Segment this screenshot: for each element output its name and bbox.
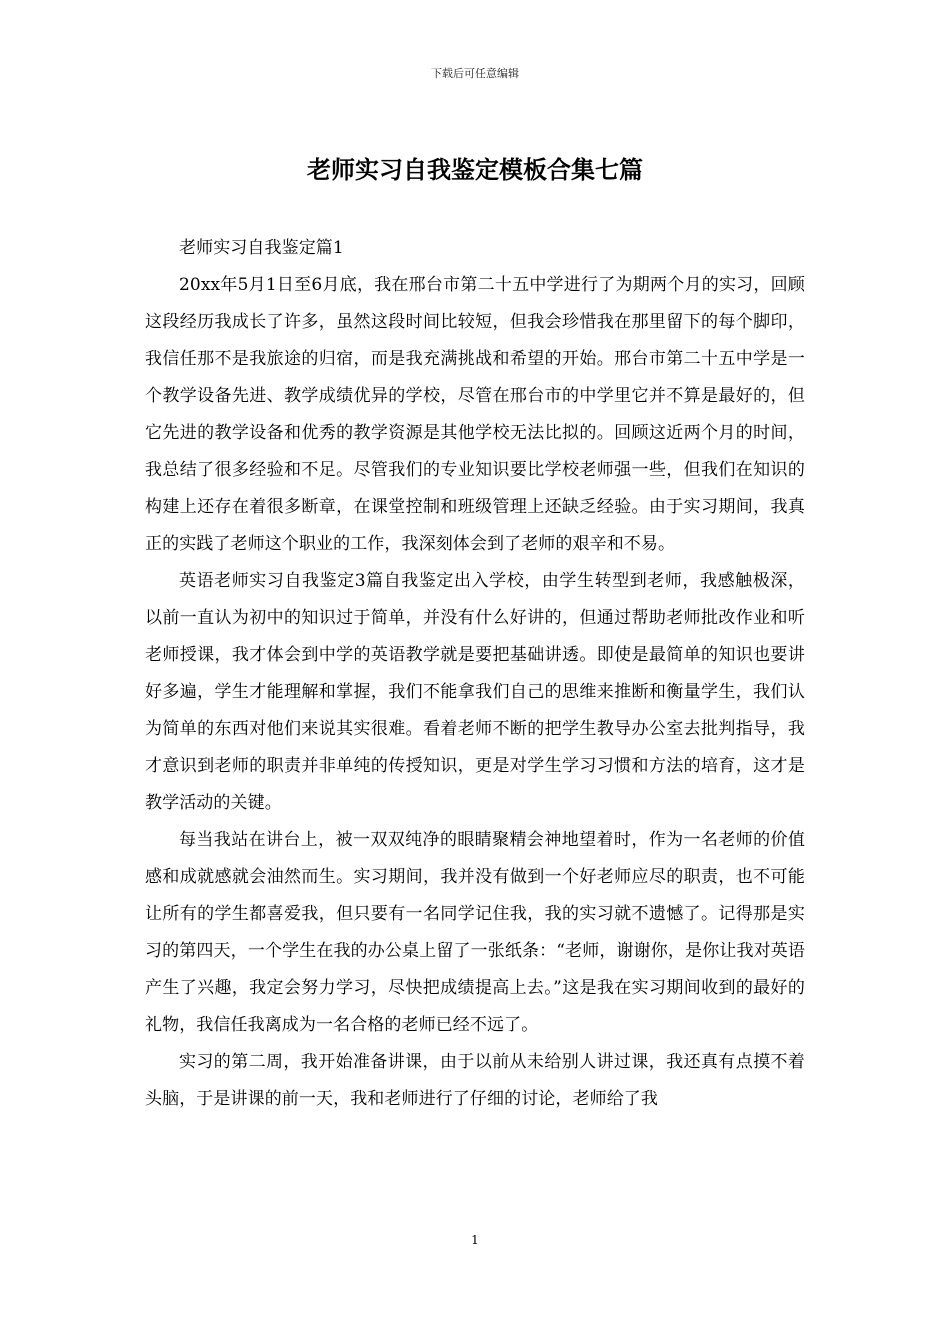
paragraph: 每当我站在讲台上，被一双双纯净的眼睛聚精会神地望着时，作为一名老师的价值感和成就感就会油然而生。实习期间，我并没有做到一个好老师应尽的职责，也不可能让所有的学生都喜爱我，但只要有一名同学记住我，我的实习就不遗憾了。记得那是实习的第四天，一个学生在我的办公桌上留了一张纸条：“老师，谢谢你，是你让我对英语产生了兴趣，我定会努力学习，尽快把成绩提高上去。”这是我在实习期间收到的最好的礼物，我信任我离成为一名合格的老师已经不远了。 [145,830,805,1035]
paragraph: 英语老师实习自我鉴定3篇自我鉴定出入学校，由学生转型到老师，我感触极深，以前一直认为初中的知识过于简单，并没有什么好讲的，但通过帮助老师批改作业和听老师授课，我才体会到中学的英语教学就是要把基础讲透。即使是最简单的知识也要讲好多遍，学生才能理解和掌握，我们不能拿我们自己的思维来推断和衡量学生，我们认为简单的东西对他们来说其实很难。看着老师不断的把学生教导办公室去批判指导，我才意识到老师的职责并非单纯的传授知识，更是对学生学习习惯和方法的培育，这才是教学活动的关键。 [145,571,805,813]
page-number: 1 [471,1233,479,1247]
section-heading: 老师实习自我鉴定篇1 [179,238,344,258]
document-body [145,230,805,1118]
document-title: 老师实习自我鉴定模板合集七篇 [307,155,643,184]
header-note: 下载后可任意编辑 [431,67,519,80]
paragraph: 实习的第二周，我开始准备讲课，由于以前从未给别人讲过课，我还真有点摸不着头脑，于是讲课的前一天，我和老师进行了仔细的讨论，老师给了我 [145,1052,805,1109]
paragraph: 20xx年5月1日至6月底，我在邢台市第二十五中学进行了为期两个月的实习，回顾这段经历我成长了许多，虽然这段时间比较短，但我会珍惜我在那里留下的每个脚印，我信任那不是我旅途的归宿，而是我充满挑战和希望的开始。邢台市第二十五中学是一个教学设备先进、教学成绩优异的学校，尽管在邢台市的中学里它并不算是最好的，但它先进的教学设备和优秀的教学资源是其他学校无法比拟的。回顾这近两个月的时间，我总结了很多经验和不足。尽管我们的专业知识要比学校老师强一些，但我们在知识的构建上还存在着很多断章，在课堂控制和班级管理上还缺乏经验。由于实习期间，我真正的实践了老师这个职业的工作，我深刻体会到了老师的艰辛和不易。 [145,275,805,554]
